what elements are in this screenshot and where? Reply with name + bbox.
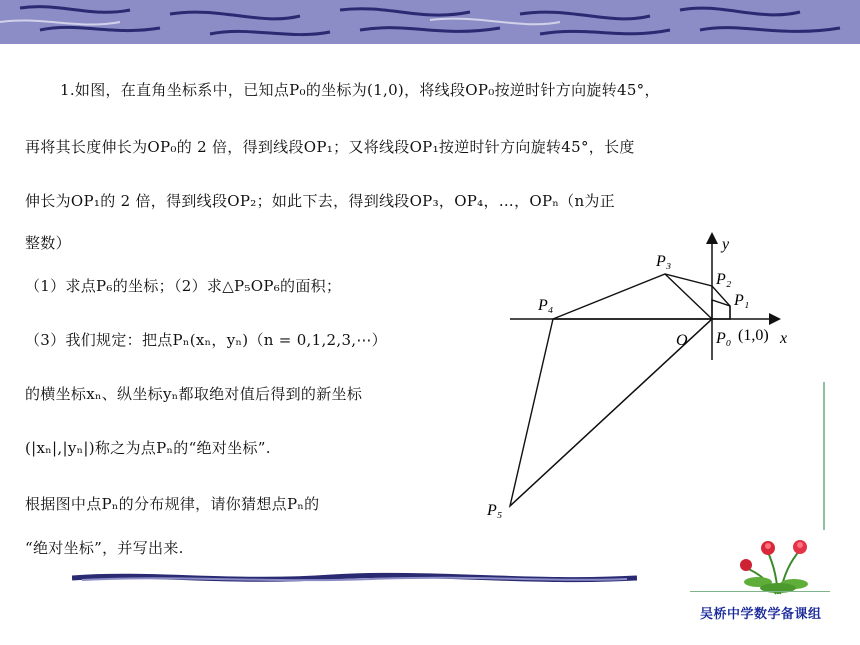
right-divider bbox=[823, 382, 825, 530]
axis-x-label: x bbox=[780, 330, 788, 347]
question-3-line-5: “绝对坐标”，并写出来. bbox=[25, 539, 184, 557]
footer-label: 吴桥中学数学备课组 bbox=[700, 607, 822, 622]
p4-label: P₄ bbox=[538, 297, 554, 314]
problem-line-2: 再将其长度伸长为OP₀的 2 倍，得到线段OP₁；又将线段OP₁按逆时针方向旋转45°，长度 bbox=[25, 138, 635, 156]
p2-label: P₂ bbox=[716, 271, 732, 288]
p3-label: P₃ bbox=[656, 253, 672, 270]
problem-line-3: 伸长为OP₁的 2 倍，得到线段OP₂；如此下去，得到线段OP₃，OP₄，…，OPₙ（n为正 bbox=[25, 192, 616, 210]
p0-label: P₀ bbox=[716, 330, 732, 347]
p0-coordinate: (1,0) bbox=[738, 327, 769, 344]
top-banner bbox=[0, 0, 860, 44]
question-3-intro: （3）我们规定：把点Pₙ(xₙ，yₙ)（n = 0,1,2,3,⋯） bbox=[25, 331, 387, 349]
origin-label: O bbox=[676, 332, 688, 349]
footer-rule bbox=[690, 591, 830, 592]
coordinate-figure bbox=[480, 225, 820, 525]
flower-decoration bbox=[728, 532, 828, 596]
bottom-brush-stroke bbox=[72, 570, 637, 586]
axis-y-label: y bbox=[722, 236, 730, 253]
p1-label: P₁ bbox=[734, 292, 750, 309]
problem-line-4: 整数） bbox=[25, 234, 71, 252]
problem-line-1: 1.如图，在直角坐标系中，已知点P₀的坐标为(1,0)，将线段OP₀按逆时针方向旋转45°， bbox=[60, 81, 660, 99]
question-3-line-3: (|xₙ|,|yₙ|)称之为点Pₙ的“绝对坐标”. bbox=[25, 439, 271, 457]
question-3-line-4: 根据图中点Pₙ的分布规律，请你猜想点Pₙ的 bbox=[25, 495, 320, 513]
p5-label: P₅ bbox=[487, 502, 503, 519]
question-1-2: （1）求点P₆的坐标；（2）求△P₅OP₆的面积； bbox=[25, 277, 342, 295]
question-3-line-2: 的横坐标xₙ、纵坐标yₙ都取绝对值后得到的新坐标 bbox=[25, 385, 363, 403]
